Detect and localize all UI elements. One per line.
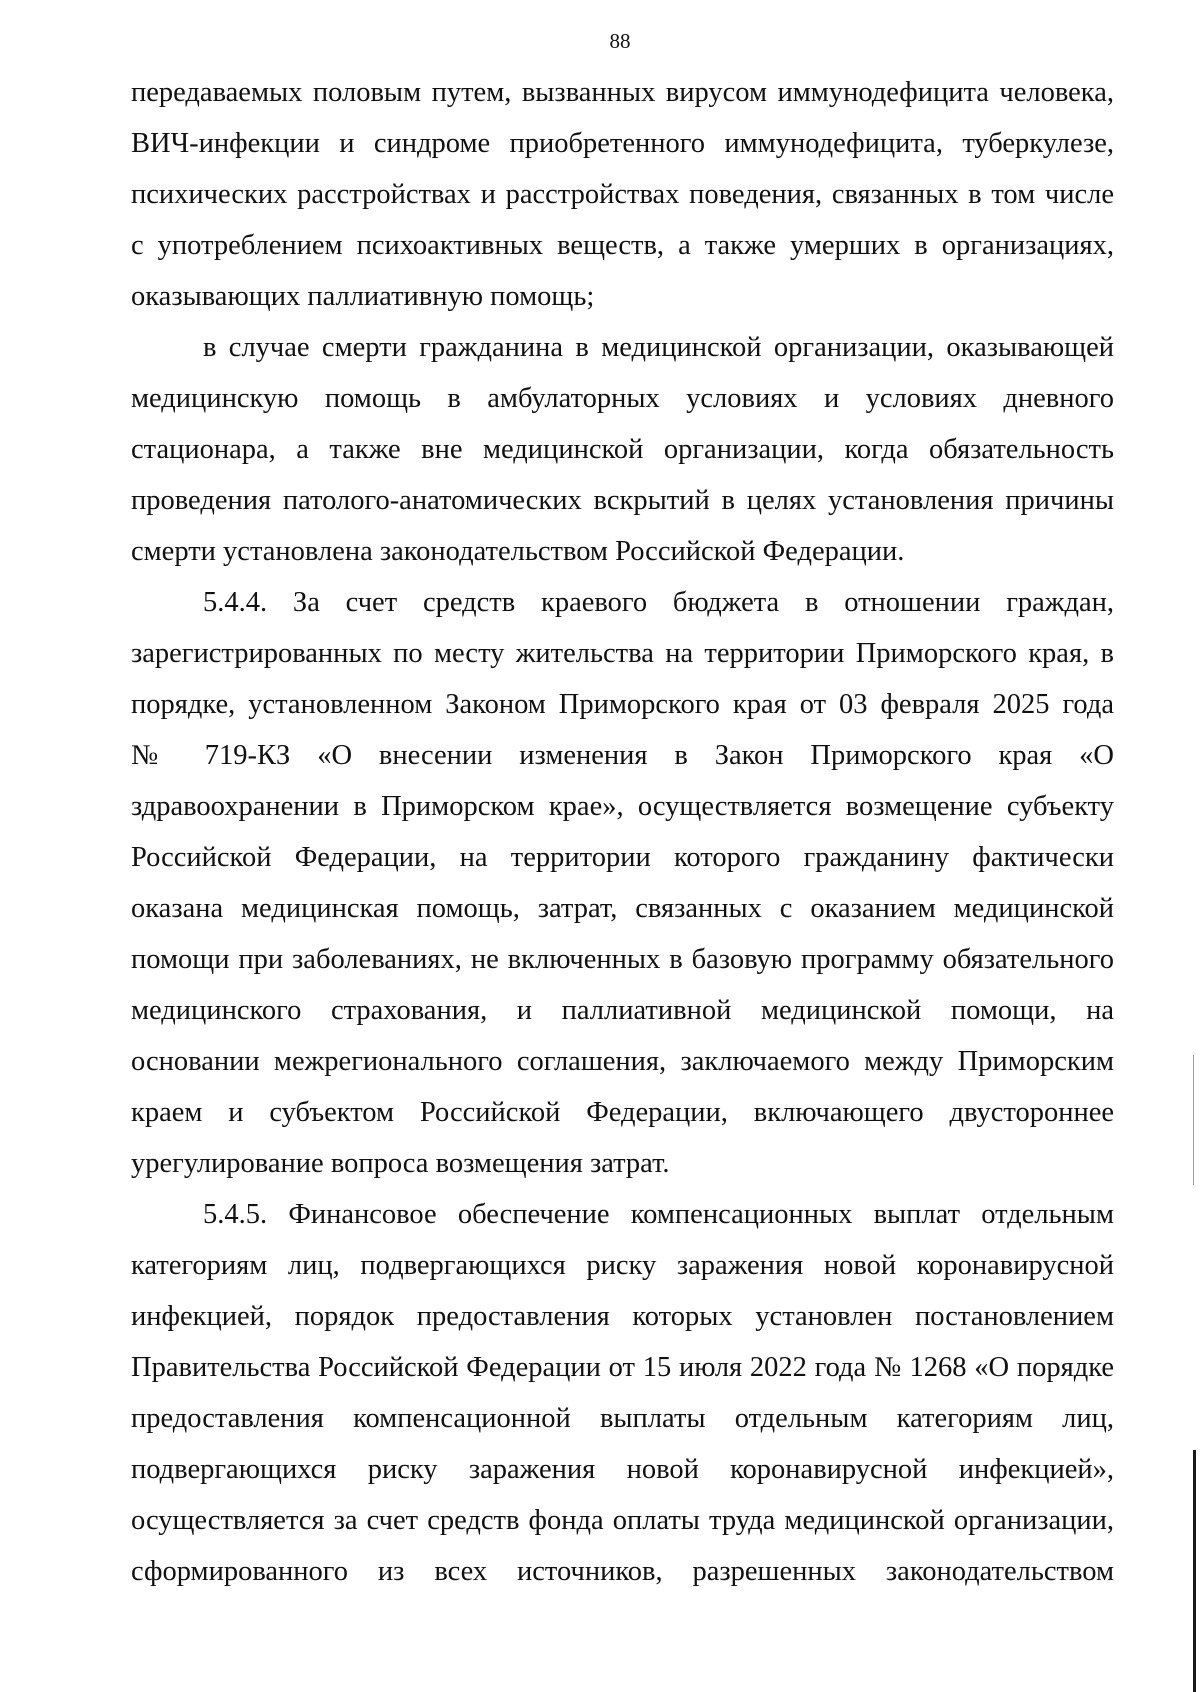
text-line: № 719-КЗ «О внесении изменения в Закон Приморского края «О <box>131 740 1114 771</box>
text-line: оказана медицинская помощь, затрат, связанных с оказанием медицинской <box>131 893 1114 924</box>
text-line: помощи при заболеваниях, не включенных в базовую программу обязательного <box>131 944 1114 975</box>
text-line: передаваемых половым путем, вызванных вирусом иммунодефицита человека, <box>131 77 1114 108</box>
text-line: смерти установлена законодательством Российской Федерации. <box>131 536 905 567</box>
text-line: предоставления компенсационной выплаты отдельным категориям лиц, <box>131 1403 1114 1434</box>
text-line: 5.4.5. Финансовое обеспечение компенсационных выплат отдельным <box>203 1199 1114 1230</box>
text-line: психических расстройствах и расстройствах поведения, связанных в том числе <box>131 179 1114 210</box>
page-number: 88 <box>609 29 631 53</box>
scan-edge-mark <box>1193 1055 1194 1185</box>
text-line: в случае смерти гражданина в медицинской организации, оказывающей <box>203 332 1114 363</box>
text-line: 5.4.4. За счет средств краевого бюджета в отношении граждан, <box>203 587 1114 618</box>
text-line: стационара, а также вне медицинской организации, когда обязательность <box>131 434 1114 465</box>
scan-edge-mark <box>1193 1450 1196 1692</box>
text-line: подвергающихся риску заражения новой коронавирусной инфекцией», <box>131 1454 1114 1485</box>
text-line: Правительства Российской Федерации от 15 июля 2022 года № 1268 «О порядке <box>131 1352 1114 1383</box>
text-line: инфекцией, порядок предоставления которых установлен постановлением <box>131 1301 1114 1332</box>
text-line: зарегистрированных по месту жительства на территории Приморского края, в <box>131 638 1114 669</box>
text-line: оказывающих паллиативную помощь; <box>131 281 595 312</box>
text-line: проведения патолого-анатомических вскрытий в целях установления причины <box>131 485 1114 516</box>
text-line: с употреблением психоактивных веществ, а также умерших в организациях, <box>131 230 1114 261</box>
text-line: категориям лиц, подвергающихся риску заражения новой коронавирусной <box>131 1250 1114 1281</box>
text-line: ВИЧ-инфекции и синдроме приобретенного иммунодефицита, туберкулезе, <box>131 128 1114 159</box>
text-line: краем и субъектом Российской Федерации, включающего двустороннее <box>131 1097 1114 1128</box>
text-line: сформированного из всех источников, разрешенных законодательством <box>131 1556 1114 1587</box>
text-line: порядке, установленном Законом Приморского края от 03 февраля 2025 года <box>131 689 1114 720</box>
text-line: урегулирование вопроса возмещения затрат. <box>131 1148 670 1179</box>
text-line: осуществляется за счет средств фонда оплаты труда медицинской организации, <box>131 1505 1114 1536</box>
text-line: Российской Федерации, на территории которого гражданину фактически <box>131 842 1114 873</box>
text-line: основании межрегионального соглашения, заключаемого между Приморским <box>131 1046 1114 1077</box>
text-line: медицинского страхования, и паллиативной медицинской помощи, на <box>131 995 1114 1026</box>
text-line: медицинскую помощь в амбулаторных условиях и условиях дневного <box>131 383 1114 414</box>
text-line: здравоохранении в Приморском крае», осуществляется возмещение субъекту <box>131 791 1114 822</box>
